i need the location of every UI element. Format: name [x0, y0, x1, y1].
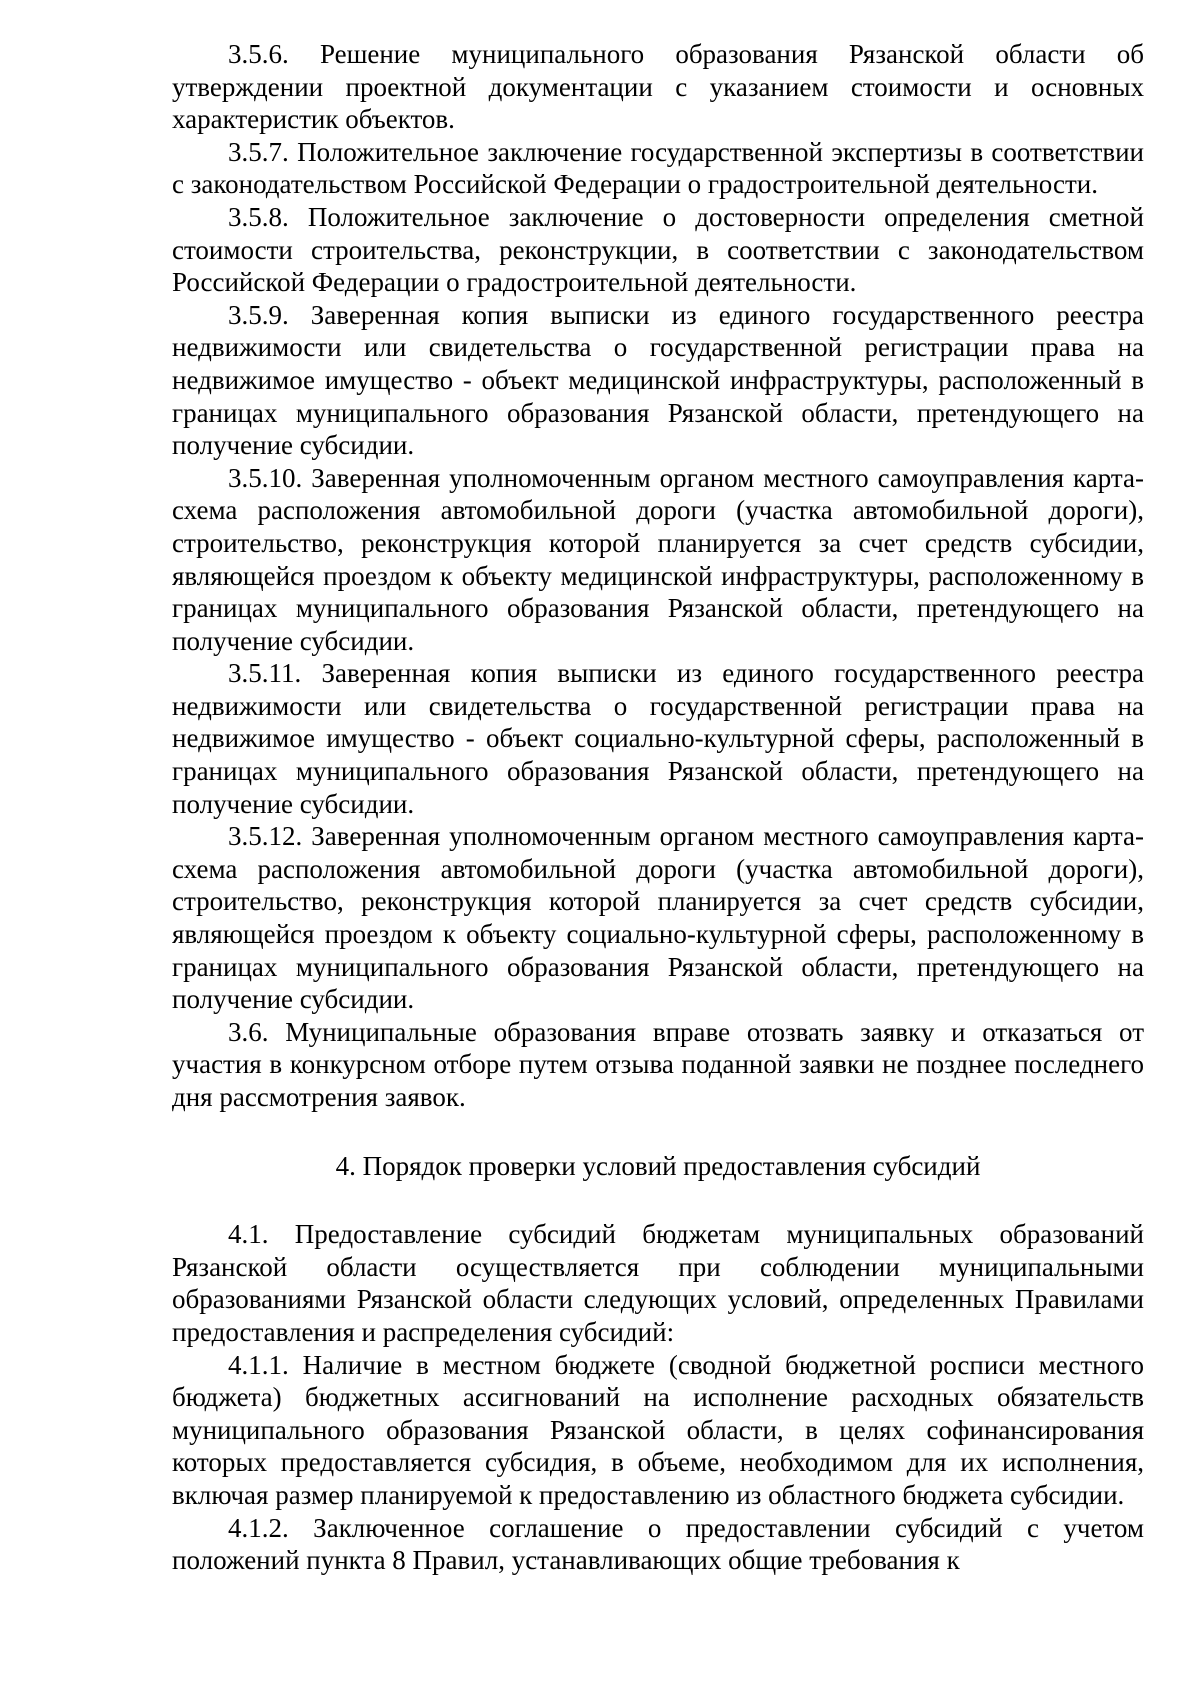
paragraph-3-5-6: 3.5.6. Решение муниципального образования Рязанской области об утверждении проектной документации с указанием стоимости и основных характеристик объектов.: [172, 39, 1144, 135]
paragraph-4-1: 4.1. Предоставление субсидий бюджетам муниципальных образований Рязанской области осуществляется при соблюдении муниципальными образованиями Рязанской области следующих условий, определенных Правилами предоставления и распределения субсидий:: [172, 1219, 1144, 1347]
paragraph-3-5-12: 3.5.12. Заверенная уполномоченным органом местного самоуправления карта-схема расположения автомобильной дороги (участка автомобильной дороги), строительство, реконструкция которой планируется за счет средств субсидии, являющейся проездом к объекту социально-культурной сферы, расположенному в границах муниципального образования Рязанской области, претендующего на получение субсидии.: [172, 821, 1144, 1015]
paragraph-3-5-10: 3.5.10. Заверенная уполномоченным органом местного самоуправления карта-схема расположения автомобильной дороги (участка автомобильной дороги), строительство, реконструкция которой планируется за счет средств субсидии, являющейся проездом к объекту медицинской инфраструктуры, расположенному в границах муниципального образования Рязанской области, претендующего на получение субсидии.: [172, 462, 1144, 656]
paragraph-4-1-1: 4.1.1. Наличие в местном бюджете (сводной бюджетной росписи местного бюджета) бюджетных ассигнований на исполнение расходных обязательств муниципального образования Рязанской области, в целях софинансирования которых предоставляется субсидия, в объеме, необходимом для их исполнения, включая размер планируемой к предоставлению из областного бюджета субсидии.: [172, 1349, 1144, 1510]
paragraph-3-5-11: 3.5.11. Заверенная копия выписки из единого государственного реестра недвижимости или свидетельства о государственной регистрации права на недвижимое имущество - объект социально-культурной сферы, расположенный в границах муниципального образования Рязанской области, претендующего на получение субсидии.: [172, 658, 1144, 819]
document-body: [172, 38, 1144, 1577]
paragraph-3-5-8: 3.5.8. Положительное заключение о достоверности определения сметной стоимости строительства, реконструкции, в соответствии с законодательством Российской Федерации о градостроительной деятельности.: [172, 201, 1144, 298]
paragraph-3-5-7: 3.5.7. Положительное заключение государственной экспертизы в соответствии с законодательством Российской Федерации о градостроительной деятельности.: [172, 136, 1144, 200]
section-heading: 4. Порядок проверки условий предоставления субсидий: [335, 1150, 981, 1181]
paragraph-3-6: 3.6. Муниципальные образования вправе отозвать заявку и отказаться от участия в конкурсном отборе путем отзыва поданной заявки не позднее последнего дня рассмотрения заявок.: [172, 1016, 1144, 1112]
paragraph-4-1-2: 4.1.2. Заключенное соглашение о предоставлении субсидий с учетом положений пункта 8 Правил, устанавливающих общие требования к: [172, 1512, 1144, 1576]
paragraph-3-5-9: 3.5.9. Заверенная копия выписки из единого государственного реестра недвижимости или свидетельства о государственной регистрации права на недвижимое имущество - объект медицинской инфраструктуры, расположенный в границах муниципального образования Рязанской области, претендующего на получение субсидии.: [172, 299, 1144, 461]
